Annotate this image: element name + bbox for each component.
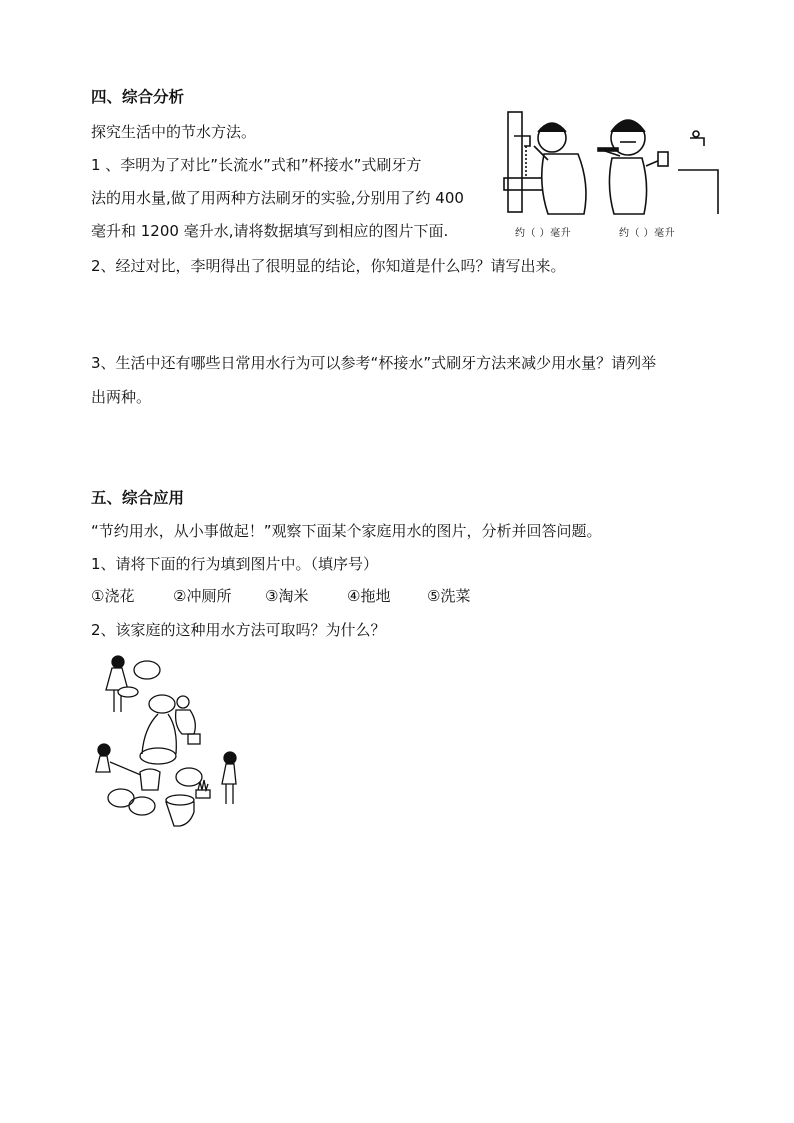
question-3-line-1: 3、生活中还有哪些日常用水行为可以参考“杯接水”式刷牙方法来减少用水量？请列举 (91, 354, 657, 372)
section-4-intro: 探究生活中的节水方法。 (91, 123, 257, 141)
option-4: ④拖地 (347, 587, 391, 605)
section-4-title: 四、综合分析 (91, 88, 185, 106)
caption-right: 约（ ）毫升 (619, 228, 676, 239)
question-1-line-2: 法的用水量,做了用两种方法刷牙的实验,分别用了约 400 (91, 189, 464, 207)
option-2: ②冲厕所 (173, 587, 232, 605)
answer-oval-1 (134, 661, 160, 679)
section-5-question-1: 1、请将下面的行为填到图片中。（填序号） (91, 555, 379, 573)
tap-icon-right (690, 138, 704, 146)
caption-left: 约（ ）毫升 (515, 228, 572, 239)
question-1-line-3: 毫升和 1200 毫升水,请将数据填写到相应的图片下面. (91, 222, 449, 240)
option-1: ①浇花 (91, 587, 135, 605)
section-5-intro: “节约用水，从小事做起！”观察下面某个家庭用水的图片，分析并回答问题。 (91, 522, 602, 540)
option-5: ⑤洗菜 (427, 587, 471, 605)
question-1-line-1: 1 、李明为了对比”长流水”式和”杯接水”式刷牙方 (91, 156, 422, 174)
answer-oval-4 (108, 789, 134, 807)
question-2: 2、经过对比，李明得出了很明显的结论，你知道是什么吗？请写出来。 (91, 257, 566, 275)
wall-pillar (508, 112, 522, 212)
question-3-line-2: 出两种。 (91, 388, 152, 406)
option-3: ③淘米 (265, 587, 309, 605)
section-5-title: 五、综合应用 (91, 489, 185, 507)
answer-oval-3 (176, 768, 202, 786)
family-water-illustration (88, 650, 253, 835)
answer-oval-2 (149, 695, 175, 713)
answer-oval-5 (129, 797, 155, 815)
options-list (91, 586, 470, 606)
brushing-illustration (500, 108, 720, 220)
section-5-question-2: 2、该家庭的这种用水方法可取吗？为什么？ (91, 621, 386, 639)
